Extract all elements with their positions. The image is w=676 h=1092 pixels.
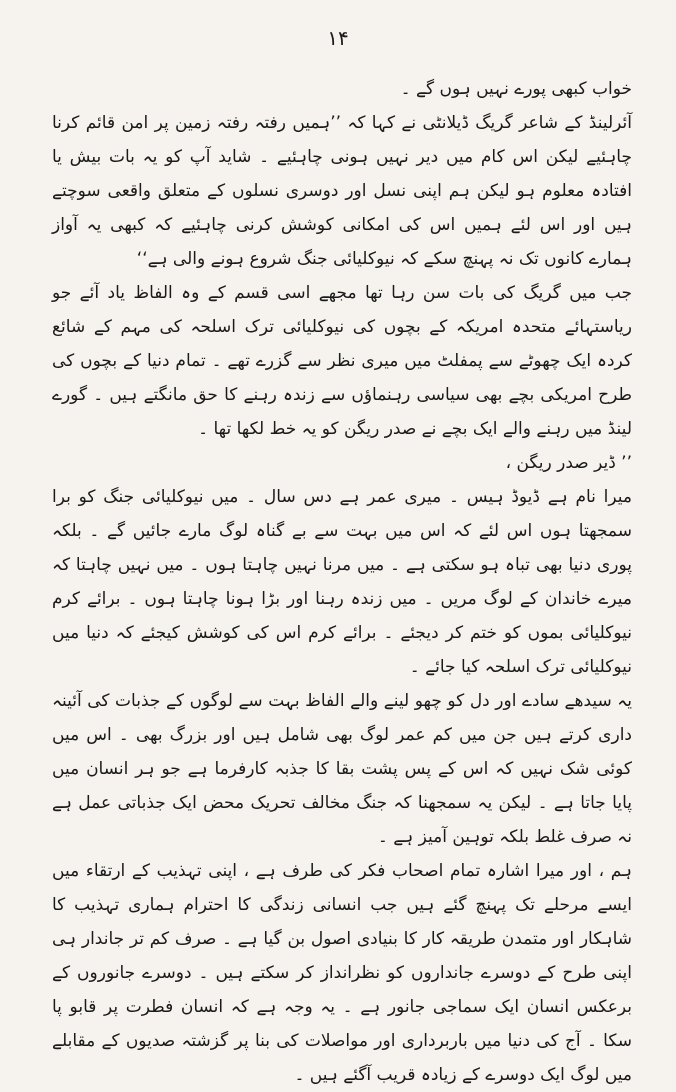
- paragraph-1: خواب کبھی پورے نہیں ہوں گے ۔: [400, 79, 632, 99]
- paragraph-4: ’’ ڈیر صدر ریگن ،: [505, 453, 632, 473]
- paragraph-5: میرا نام ہے ڈیوڈ ہیس ۔ میری عمر ہے دس سال ۔ میں نیوکلیائی جنگ کو برا سمجھتا ہوں اس لئے کہ اس میں بہت سے بے گناہ لوگ مارے جائیں گے ۔ بلکہ پوری دنیا بھی تباہ ہو سکتی ہے ۔ میں مرنا نہیں چاہتا ہوں ۔ میں نہیں چاہتا کہ میرے خاندان کے لوگ مریں ۔ میں زندہ رہنا اور بڑا ہونا چاہتا ہوں ۔ برائے کرم نیوکلیائی بموں کو ختم کر دیجئے ۔ برائے کرم اس کی کوشش کیجئے کہ دنیا میں نیوکلیائی ترک اسلحہ کیا جائے ۔: [52, 487, 632, 677]
- paragraph-7: ہم ، اور میرا اشارہ تمام اصحاب فکر کی طرف ہے ، اپنی تہذیب کے ارتقاء میں ایسے مرحلے تک پہنچ گئے ہیں جب انسانی زندگی کا احترام ہماری تہذیب کا شاہکار اور متمدن طریقہ کار کا بنیادی اصول بن گیا ہے ۔ صرف کم تر جاندار ہی اپنی طرح کے دوسرے جانداروں کو نظرانداز کر سکتے ہیں ۔ دوسرے جانوروں کے برعکس انسان ایک سماجی جانور ہے ۔ یہ وجہ ہے کہ انسان فطرت پر قابو پا سکا ۔ آج کی دنیا میں باربرداری اور مواصلات کی بنا پر گزشتہ صدیوں کے مقابلے میں لوگ ایک دوسرے کے زیادہ قریب آگئے ہیں ۔: [52, 861, 632, 1085]
- page-text: [52, 72, 632, 1085]
- paragraph-6: یہ سیدھے سادے اور دل کو چھو لینے والے الفاظ بہت سے لوگوں کے جذبات کی آئینہ داری کرتے ہیں جن میں کم عمر لوگ بھی شامل ہیں اور بزرگ بھی ۔ اس میں کوئی شک نہیں کہ اس کے پس پشت بقا کا جذبہ کارفرما ہے جو ہر انسان میں پایا جاتا ہے ۔ لیکن یہ سمجھنا کہ جنگ مخالف تحریک محض ایک جذباتی عمل ہے نہ صرف غلط بلکہ توہین آمیز ہے ۔: [52, 691, 632, 847]
- paragraph-3: جب میں گریگ کی بات سن رہا تھا مجھے اسی قسم کے وہ الفاظ یاد آئے جو ریاستہائے متحدہ امریکہ کے بچوں کی نیوکلیائی ترک اسلحہ کی مہم کے شائع کردہ ایک چھوٹے سے پمفلٹ میں میری نظر سے گزرے تھے ۔ تمام دنیا کے بچوں کی طرح امریکی بچے بھی سیاسی رہنماؤں سے زندہ رہنے کا حق مانگتے ہیں ۔ گورے لینڈ میں رہنے والے ایک بچے نے صدر ریگن کو یہ خط لکھا تھا ۔: [52, 283, 632, 439]
- paragraph-2: آئرلینڈ کے شاعر گریگ ڈیلانٹی نے کہا کہ ’’ہمیں رفتہ رفتہ زمین پر امن قائم کرنا چاہئیے لیکن اس کام میں دیر نہیں ہونی چاہئیے ۔ شاید آپ کو یہ بات بیش یا افتادہ معلوم ہو لیکن ہم اپنی نسل اور دوسری نسلوں کے متعلق واقعی سوچتے ہیں اور اس لئے ہمیں اس کی امکانی کوشش کرنی چاہئیے کہ کبھی یہ آواز ہمارے کانوں تک نہ پہنچ سکے کہ نیوکلیائی جنگ شروع ہونے والی ہے‘‘: [52, 113, 632, 269]
- page-number: ۱۴: [327, 26, 349, 50]
